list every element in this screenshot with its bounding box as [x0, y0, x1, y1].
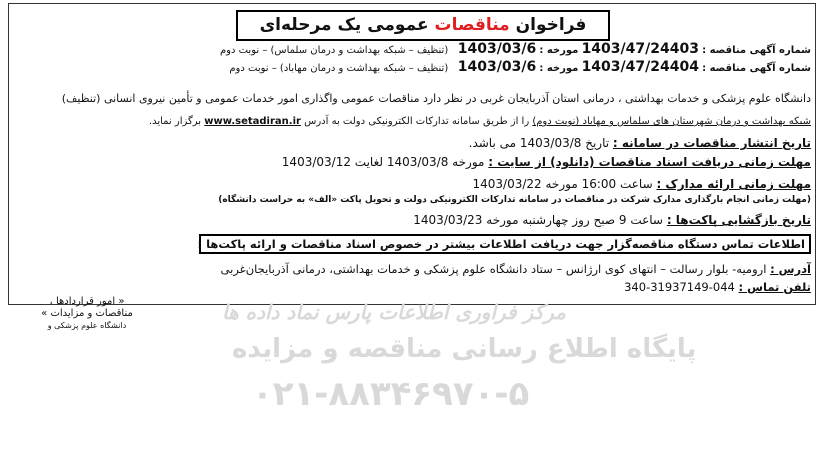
description-text: دانشگاه علوم پزشکی و خدمات بهداشتی ، درمانی استان آذربایجان غربی در نظر دارد مناقصات عمومی واگذاری امور خدمات عمومی و تأمین نیروی انسانی (تنظیف): [61, 92, 811, 105]
watermark-line-2: پایگاه اطلاع رسانی مناقصه و مزایده: [232, 334, 697, 364]
publish-date-row: [469, 136, 811, 150]
title-highlight: مناقصات: [434, 15, 510, 35]
stamp-line: دانشگاه علوم پزشکی و: [47, 321, 127, 330]
notice-date: 1403/03/6: [457, 41, 537, 57]
notice-number-row-2: [229, 59, 811, 75]
address-value: ارومیه- بلوار رسالت – انتهای کوی ارژانس – ستاد دانشگاه علوم پزشکی و خدمات بهداشتی، درمانی آذربایجان‌غربی: [220, 262, 771, 276]
notice-label: شماره آگهی مناقصه :: [702, 45, 811, 56]
stamp-line: « امور قراردادها ،: [49, 296, 125, 307]
notice-date-label: مورخه :: [539, 45, 579, 56]
notice-date-label: مورخه :: [539, 63, 579, 74]
submit-note: (مهلت زمانی انجام بارگذاری مدارک شرکت در مناقصات در سامانه تدارکات الکترونیکی دولت و تحویل پاکت «الف» به حراست دانشگاه): [218, 195, 811, 205]
notice-number-row-1: [220, 41, 811, 57]
watermark-line-3: ۰۲۱-۸۸۳۴۶۹۷۰-۵: [252, 374, 530, 414]
title-part1: فراخوان: [509, 15, 587, 35]
description-text: را از طریق سامانه تدارکات الکترونیکی دولت به آدرس: [300, 116, 533, 127]
notice-number: 1403/47/24403: [581, 41, 699, 57]
download-row: [282, 155, 811, 169]
submit-value: ساعت 16:00 مورخه 1403/03/22: [472, 177, 657, 191]
contact-info-box: اطلاعات تماس دستگاه مناقصه‌گزار جهت دریافت اطلاعات بیشتر در خصوص اسناد مناقصات و ارائه پاکت‌ها :: [199, 234, 811, 254]
publish-value: تاریخ 1403/03/8 می باشد.: [468, 136, 613, 150]
notice-label: شماره آگهی مناقصه :: [702, 63, 811, 74]
phone-label: تلفن تماس :: [738, 280, 811, 294]
phone-value: 044-31937149-340: [624, 280, 739, 294]
download-label: مهلت زمانی دریافت اسناد مناقصات (دانلود) از سایت :: [488, 155, 811, 169]
description-text: برگزار نماید.: [148, 116, 205, 127]
notice-date: 1403/03/6: [457, 59, 537, 75]
website-link[interactable]: www.setadiran.ir: [204, 116, 301, 127]
signature-stamp: [12, 296, 162, 332]
download-value: مورخه 1403/03/8 لغایت 1403/03/12: [281, 155, 489, 169]
opening-row: [413, 213, 811, 227]
description-line-2: [149, 116, 811, 127]
description-line-1: [62, 92, 811, 105]
phone-row: [624, 280, 811, 294]
opening-value: ساعت 9 صبح روز چهارشنبه مورخه 1403/03/23: [413, 213, 667, 227]
notice-title: [236, 10, 610, 41]
notice-note: (تنظیف – شبکه بهداشت و درمان سلماس) – نوبت دوم: [219, 45, 449, 56]
opening-label: تاریخ بازگشایی پاکت‌ها :: [666, 213, 811, 227]
notice-note: (تنظیف – شبکه بهداشت و درمان مهاباد) – نوبت دوم: [229, 63, 449, 74]
address-row: [221, 262, 811, 276]
publish-label: تاریخ انتشار مناقصات در سامانه :: [612, 136, 811, 150]
watermark-line-1: مرکز فراوری اطلاعات پارس نماد داده ها: [222, 300, 566, 324]
submit-row: [472, 177, 811, 191]
stamp-line: مناقصات و مزایدات »: [41, 308, 133, 319]
notice-number: 1403/47/24404: [581, 59, 699, 75]
submit-label: مهلت زمانی ارائه مدارک :: [656, 177, 811, 191]
title-part3: عمومی یک مرحله‌ای: [259, 15, 435, 35]
address-label: آدرس :: [770, 262, 811, 276]
networks-text: شبکه بهداشت و درمان شهرستان های سلماس و مهاباد (نوبت دوم): [532, 116, 811, 127]
